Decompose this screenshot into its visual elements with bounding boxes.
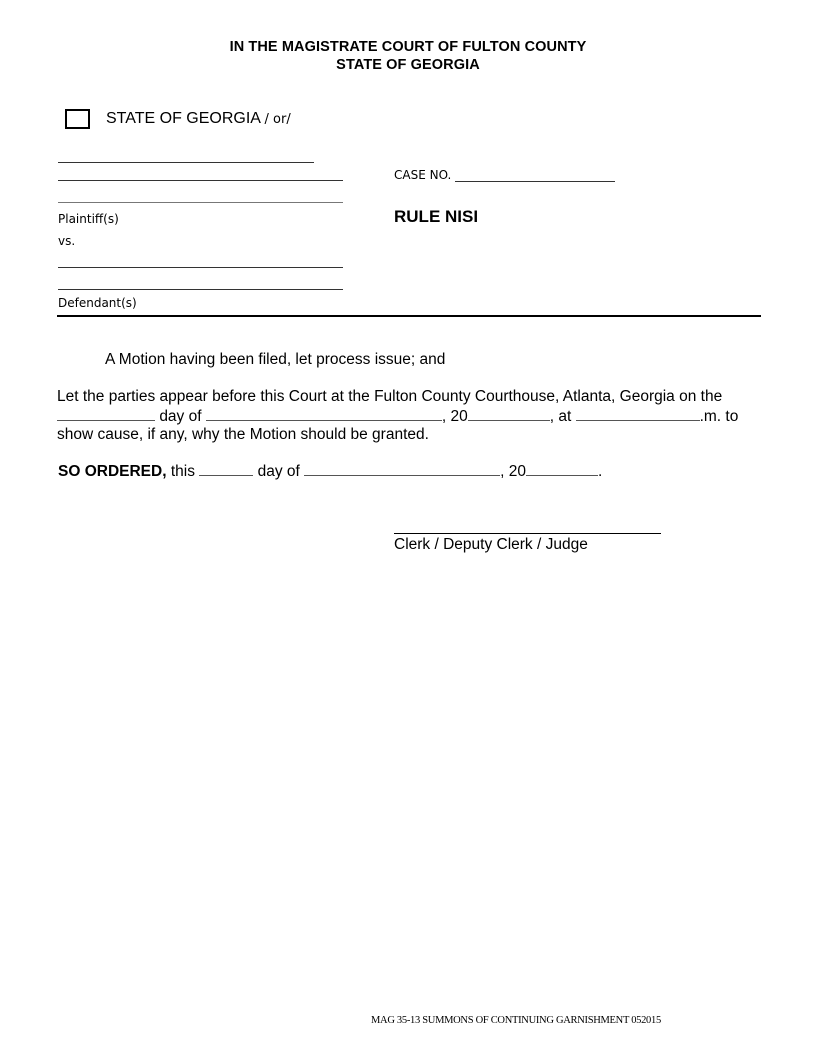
- section-divider: [57, 315, 761, 317]
- court-name-heading: IN THE MAGISTRATE COURT OF FULTON COUNTY: [229, 39, 587, 55]
- this-text: this: [170, 463, 195, 480]
- order-year-field[interactable]: [526, 461, 598, 476]
- appearance-time-field[interactable]: [576, 406, 700, 421]
- m-to-text: .m. to: [699, 408, 739, 425]
- plaintiff-name-line-3[interactable]: [58, 202, 343, 203]
- appearance-paragraph-line-3: show cause, if any, why the Motion should be granted.: [57, 426, 429, 443]
- order-month-field[interactable]: [304, 461, 500, 476]
- appearance-year-field[interactable]: [468, 406, 550, 421]
- appearance-paragraph-line-2: [57, 406, 738, 426]
- motion-filed-paragraph: A Motion having been filed, let process issue; and: [105, 351, 446, 368]
- state-of-georgia-checkbox[interactable]: [65, 109, 90, 129]
- document-title: RULE NISI: [394, 207, 479, 226]
- vs-label: vs.: [58, 234, 76, 248]
- appearance-paragraph-line-1: Let the parties appear before this Court at the Fulton County Courthouse, Atlanta, Georgia on the: [57, 388, 723, 405]
- form-footer: MAG 35-13 SUMMONS OF CONTINUING GARNISHMENT 052015: [371, 1015, 661, 1026]
- appearance-month-field[interactable]: [206, 406, 442, 421]
- state-of-georgia-option: [106, 110, 291, 128]
- signature-line[interactable]: [394, 533, 661, 534]
- appearance-day-field[interactable]: [57, 406, 155, 421]
- at-text: , at: [549, 408, 572, 425]
- order-period: .: [597, 463, 603, 480]
- state-heading: STATE OF GEORGIA: [336, 57, 480, 73]
- day-of-text: day of: [159, 408, 202, 425]
- plaintiff-name-line-2[interactable]: [58, 180, 343, 181]
- plaintiff-label: Plaintiff(s): [58, 212, 119, 226]
- case-number-label: CASE NO.: [394, 168, 452, 182]
- so-ordered-line: [58, 461, 602, 481]
- state-of-georgia-label: STATE OF GEORGIA: [106, 110, 261, 127]
- comma-20-text: , 20: [441, 408, 468, 425]
- signature-label: Clerk / Deputy Clerk / Judge: [394, 536, 588, 553]
- defendant-label: Defendant(s): [58, 296, 137, 310]
- so-ordered-label: SO ORDERED,: [58, 463, 167, 480]
- order-comma-20-text: , 20: [500, 463, 526, 480]
- defendant-name-line-1[interactable]: [58, 267, 343, 268]
- order-day-of-text: day of: [257, 463, 300, 480]
- defendant-name-line-2[interactable]: [58, 289, 343, 290]
- or-label: / or/: [264, 112, 291, 127]
- plaintiff-name-line-1[interactable]: [58, 162, 314, 163]
- order-day-field[interactable]: [199, 461, 253, 476]
- case-number-field[interactable]: [455, 181, 615, 182]
